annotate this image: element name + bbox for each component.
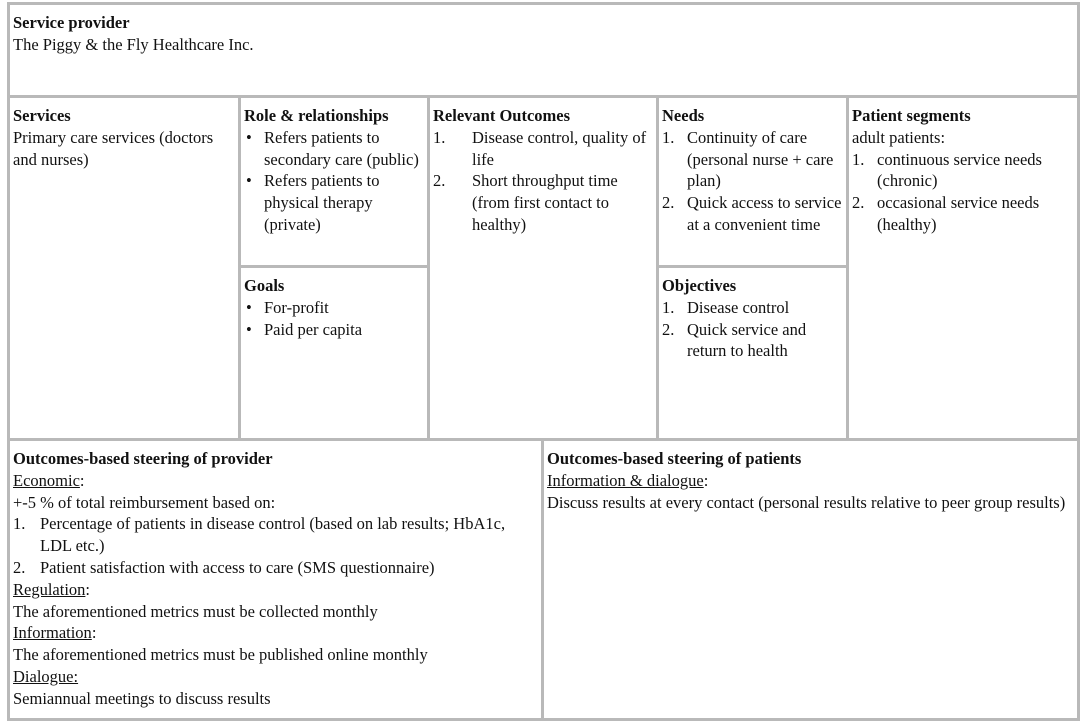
economic-colon: :	[79, 470, 85, 490]
list-item	[662, 297, 846, 319]
info-dialogue-colon: :	[703, 470, 709, 490]
steering-provider-title: Outcomes-based steering of provider	[13, 449, 273, 468]
services-title: Services	[13, 106, 71, 125]
patient-segments-title: Patient segments	[852, 106, 971, 125]
needs-list	[662, 127, 846, 236]
economic-list	[13, 513, 541, 578]
patient-segments-box	[846, 95, 1080, 441]
regulation-colon: :	[85, 579, 90, 599]
dialogue-label: Dialogue:	[13, 666, 79, 686]
list-item-text: continuous service needs (chronic)	[877, 149, 1042, 191]
objectives-list	[662, 297, 846, 362]
info-dialogue-heading	[547, 470, 1077, 492]
number-marker: 1.	[433, 127, 446, 147]
list-item	[852, 192, 1077, 236]
service-provider-name: The Piggy & the Fly Healthcare Inc.	[13, 34, 254, 54]
needs-title: Needs	[662, 106, 705, 125]
list-item-text: Patient satisfaction with access to care (SMS questionnaire)	[40, 557, 435, 577]
number-marker: 1.	[13, 514, 26, 534]
list-item-text: Percentage of patients in disease control (based on lab results; HbA1c, LDL etc.)	[40, 514, 506, 556]
relevant-outcomes-box	[427, 95, 659, 441]
needs-box	[656, 95, 849, 268]
list-item	[244, 319, 427, 341]
list-item-text: Short throughput time (from first contact to healthy)	[472, 171, 618, 234]
list-item-text: Continuity of care (personal nurse + care plan)	[687, 127, 834, 191]
list-item	[244, 297, 427, 319]
list-item	[244, 127, 427, 171]
relevant-outcomes-title: Relevant Outcomes	[433, 106, 571, 125]
information-colon: :	[91, 623, 97, 643]
number-marker: 2.	[662, 193, 675, 213]
regulation-label: Regulation	[13, 579, 86, 599]
list-item-text: Quick access to service at a convenient time	[687, 193, 842, 234]
list-item	[662, 127, 846, 192]
goals-list	[244, 297, 427, 341]
number-marker: 2.	[433, 171, 446, 191]
relevant-outcomes-list	[433, 127, 656, 236]
economic-label: Economic	[13, 470, 80, 490]
service-provider-box	[7, 2, 1080, 98]
bullet-marker: •	[246, 319, 252, 339]
services-box	[7, 95, 241, 441]
goals-title: Goals	[244, 276, 285, 295]
patient-segments-intro: adult patients:	[852, 127, 946, 147]
role-relationships-title: Role & relationships	[244, 106, 389, 125]
steering-patients-box	[541, 438, 1080, 721]
number-marker: 1.	[852, 149, 865, 169]
list-item	[13, 513, 541, 557]
list-item	[852, 149, 1077, 193]
bullet-marker: •	[246, 297, 252, 317]
list-item-text: Disease control	[687, 297, 790, 317]
role-relationships-box	[238, 95, 430, 268]
steering-patients-text: Discuss results at every contact (personal results relative to peer group results)	[547, 492, 1066, 512]
info-dialogue-label: Information & dialogue	[547, 470, 704, 490]
list-item-text: Paid per capita	[264, 319, 363, 339]
list-item	[433, 170, 656, 235]
list-item	[433, 127, 656, 171]
steering-patients-title: Outcomes-based steering of patients	[547, 449, 802, 468]
economic-heading	[13, 470, 541, 492]
number-marker: 2.	[662, 319, 675, 339]
regulation-heading	[13, 579, 541, 601]
objectives-box	[656, 265, 849, 441]
information-label: Information	[13, 623, 92, 643]
goals-box	[238, 265, 430, 441]
patient-segments-list	[852, 149, 1077, 236]
list-item-text: occasional service needs (healthy)	[877, 193, 1040, 234]
list-item	[662, 192, 846, 236]
list-item	[244, 170, 427, 235]
list-item-text: Disease control, quality of life	[472, 127, 647, 169]
list-item-text: Refers patients to physical therapy (private)	[264, 171, 380, 234]
objectives-title: Objectives	[662, 276, 737, 295]
number-marker: 1.	[662, 127, 675, 147]
information-text: The aforementioned metrics must be published online monthly	[13, 645, 428, 665]
number-marker: 2.	[13, 557, 26, 577]
bullet-marker: •	[246, 171, 252, 191]
economic-intro: +-5 % of total reimbursement based on:	[13, 492, 276, 512]
list-item-text: For-profit	[264, 297, 329, 317]
number-marker: 1.	[662, 297, 675, 317]
services-text: Primary care services (doctors and nurses)	[13, 127, 214, 169]
number-marker: 2.	[852, 193, 865, 213]
regulation-text: The aforementioned metrics must be collected monthly	[13, 601, 378, 621]
steering-provider-box	[7, 438, 544, 721]
bullet-marker: •	[246, 127, 252, 147]
list-item-text: Quick service and return to health	[687, 319, 807, 361]
list-item	[13, 557, 541, 579]
list-item-text: Refers patients to secondary care (public)	[264, 127, 419, 169]
dialogue-text: Semiannual meetings to discuss results	[13, 688, 271, 708]
list-item	[662, 319, 846, 363]
information-heading	[13, 622, 541, 644]
service-provider-title: Service provider	[13, 13, 130, 32]
role-relationships-list	[244, 127, 427, 236]
